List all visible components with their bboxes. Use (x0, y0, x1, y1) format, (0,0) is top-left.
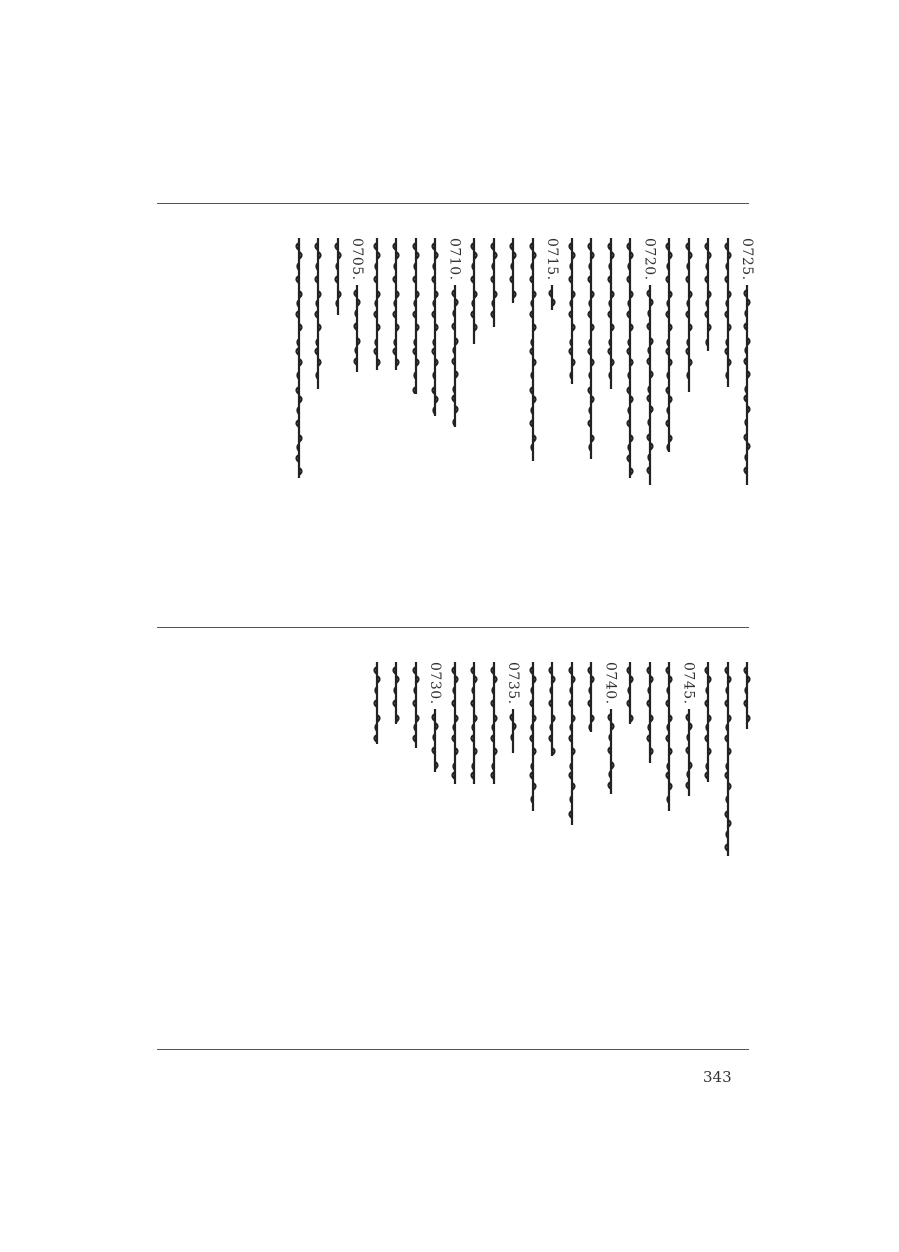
line-number: 0740. (602, 662, 619, 705)
mongolian-script-line (448, 285, 462, 427)
mongolian-script-line (389, 238, 403, 370)
bottom-text-panel (157, 662, 749, 1032)
mongolian-script-line (428, 709, 442, 772)
line-number: 0735. (505, 662, 521, 705)
text-column (365, 662, 389, 744)
top-divider (157, 203, 749, 204)
mongolian-script-line (545, 662, 559, 756)
mongolian-script-line (545, 285, 559, 310)
line-number: 0710. (446, 238, 463, 281)
mongolian-script-line (467, 238, 481, 344)
mongolian-script-line (643, 285, 657, 485)
mongolian-script-line (506, 709, 520, 753)
mongolian-script-line (623, 238, 637, 478)
mongolian-script-line (526, 238, 540, 461)
mongolian-script-line (487, 238, 501, 327)
mongolian-script-line (662, 238, 676, 452)
mongolian-script-line (292, 238, 306, 478)
mongolian-script-line (487, 662, 501, 784)
mongolian-script-line (350, 285, 364, 372)
mongolian-script-line (701, 662, 715, 782)
mongolian-script-line (740, 285, 754, 485)
mongolian-script-line (721, 238, 735, 387)
mongolian-script-line (506, 238, 520, 303)
mongolian-script-line (682, 709, 696, 796)
mongolian-script-line (662, 662, 676, 811)
mongolian-script-line (682, 238, 696, 392)
mongolian-script-line (370, 662, 384, 744)
line-number: 0715. (544, 238, 560, 281)
mongolian-script-line (526, 662, 540, 811)
mongolian-script-line (701, 238, 715, 351)
mongolian-script-line (623, 662, 637, 724)
mongolian-script-line (584, 238, 598, 459)
page-number: 343 (703, 1068, 732, 1086)
bottom-divider (157, 1049, 749, 1050)
line-number: 0725. (739, 238, 755, 281)
mongolian-script-line (389, 662, 403, 724)
mongolian-script-line (448, 662, 462, 784)
mongolian-script-line (565, 662, 579, 825)
mongolian-script-line (331, 238, 345, 315)
mongolian-script-line (311, 238, 325, 389)
middle-divider (157, 627, 749, 628)
line-number: 0730. (427, 662, 443, 705)
mongolian-script-line (740, 662, 754, 729)
line-number: 0705. (349, 238, 365, 281)
mongolian-script-line (721, 662, 735, 856)
mongolian-script-line (428, 238, 442, 416)
mongolian-script-line (409, 662, 423, 748)
mongolian-script-line (584, 662, 598, 732)
mongolian-script-line (604, 709, 618, 794)
top-text-panel (157, 238, 755, 608)
mongolian-script-line (409, 238, 423, 394)
line-number: 0745. (680, 662, 697, 705)
mongolian-script-line (604, 238, 618, 389)
mongolian-script-line (565, 238, 579, 384)
mongolian-script-line (370, 238, 384, 370)
text-column (287, 238, 311, 478)
line-number: 0720. (641, 238, 658, 281)
mongolian-script-line (643, 662, 657, 763)
mongolian-script-line (467, 662, 481, 784)
